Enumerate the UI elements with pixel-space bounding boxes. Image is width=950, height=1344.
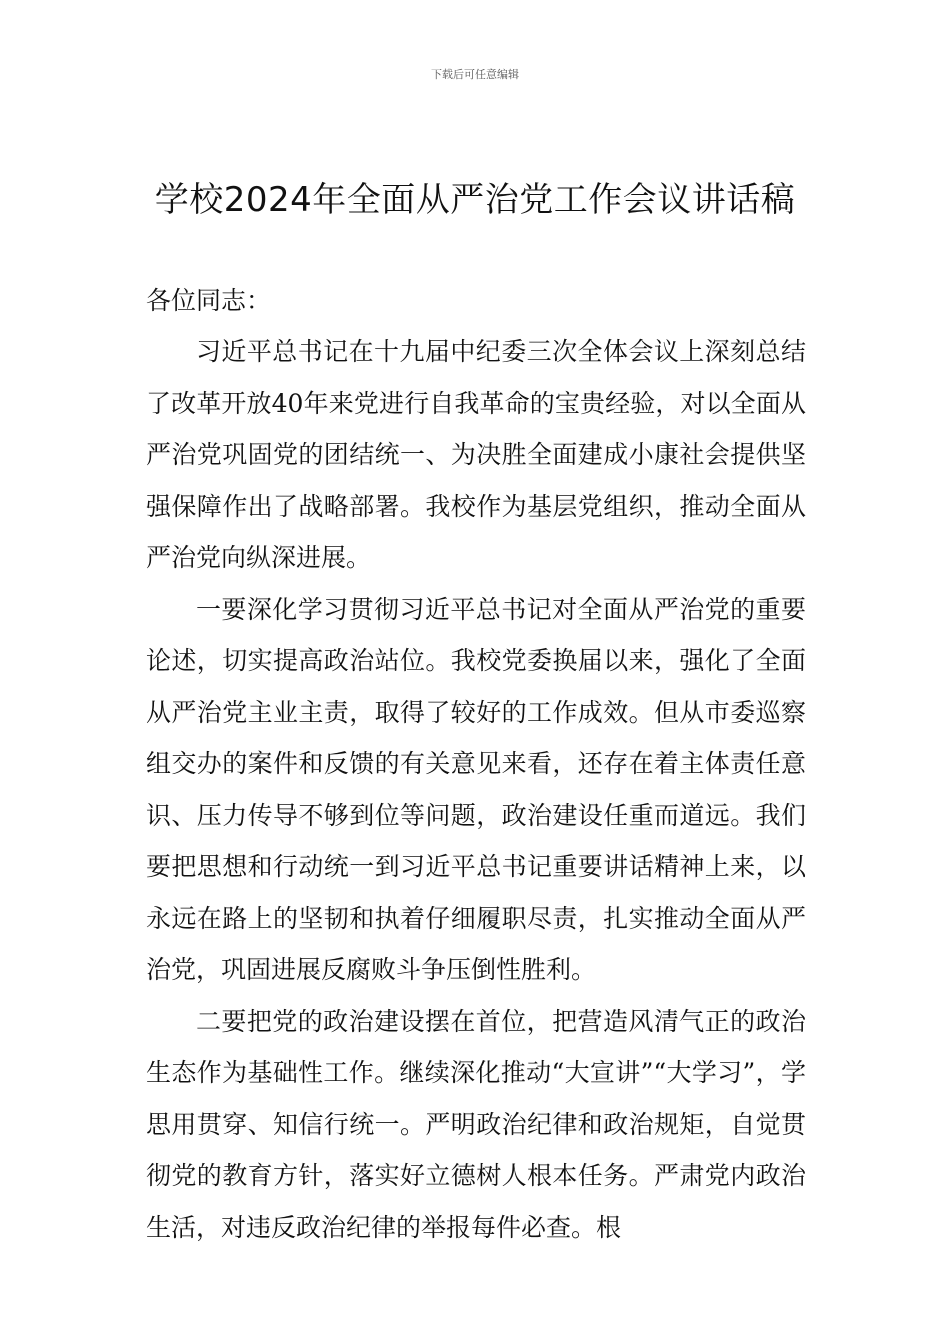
document-title: 学校2024年全面从严治党工作会议讲话稿: [154, 180, 796, 220]
paragraph: 一要深化学习贯彻习近平总书记对全面从严治党的重要论述，切实提高政治站位。我校党委换届以来，强化了全面从严治党主业主责，取得了较好的工作成效。但从市委巡察组交办的案件和反馈的有关意见来看，还存在着主体责任意识、压力传导不够到位等问题，政治建设任重而道远。我们要把思想和行动统一到习近平总书记重要讲话精神上来，以永远在路上的坚韧和执着仔细履职尽责，扎实推动全面从严治党，巩固进展反腐败斗争压倒性胜利。: [146, 594, 806, 984]
document-body: [146, 326, 806, 1253]
salutation: 各位同志：: [146, 286, 272, 315]
paragraph: 二要把党的政治建设摆在首位，把营造风清气正的政治生态作为基础性工作。继续深化推动“大宣讲”“大学习”，学思用贯穿、知信行统一。严明政治纪律和政治规矩，自觉贯彻党的教育方针，落实好立德树人根本任务。严肃党内政治生活，对违反政治纪律的举报每件必查。根: [146, 1006, 806, 1242]
header-note: 下载后可任意编辑: [431, 68, 519, 81]
paragraph: 习近平总书记在十九届中纪委三次全体会议上深刻总结了改革开放40年来党进行自我革命的宝贵经验，对以全面从严治党巩固党的团结统一、为决胜全面建成小康社会提供坚强保障作出了战略部署。我校作为基层党组织，推动全面从严治党向纵深进展。: [146, 337, 806, 572]
